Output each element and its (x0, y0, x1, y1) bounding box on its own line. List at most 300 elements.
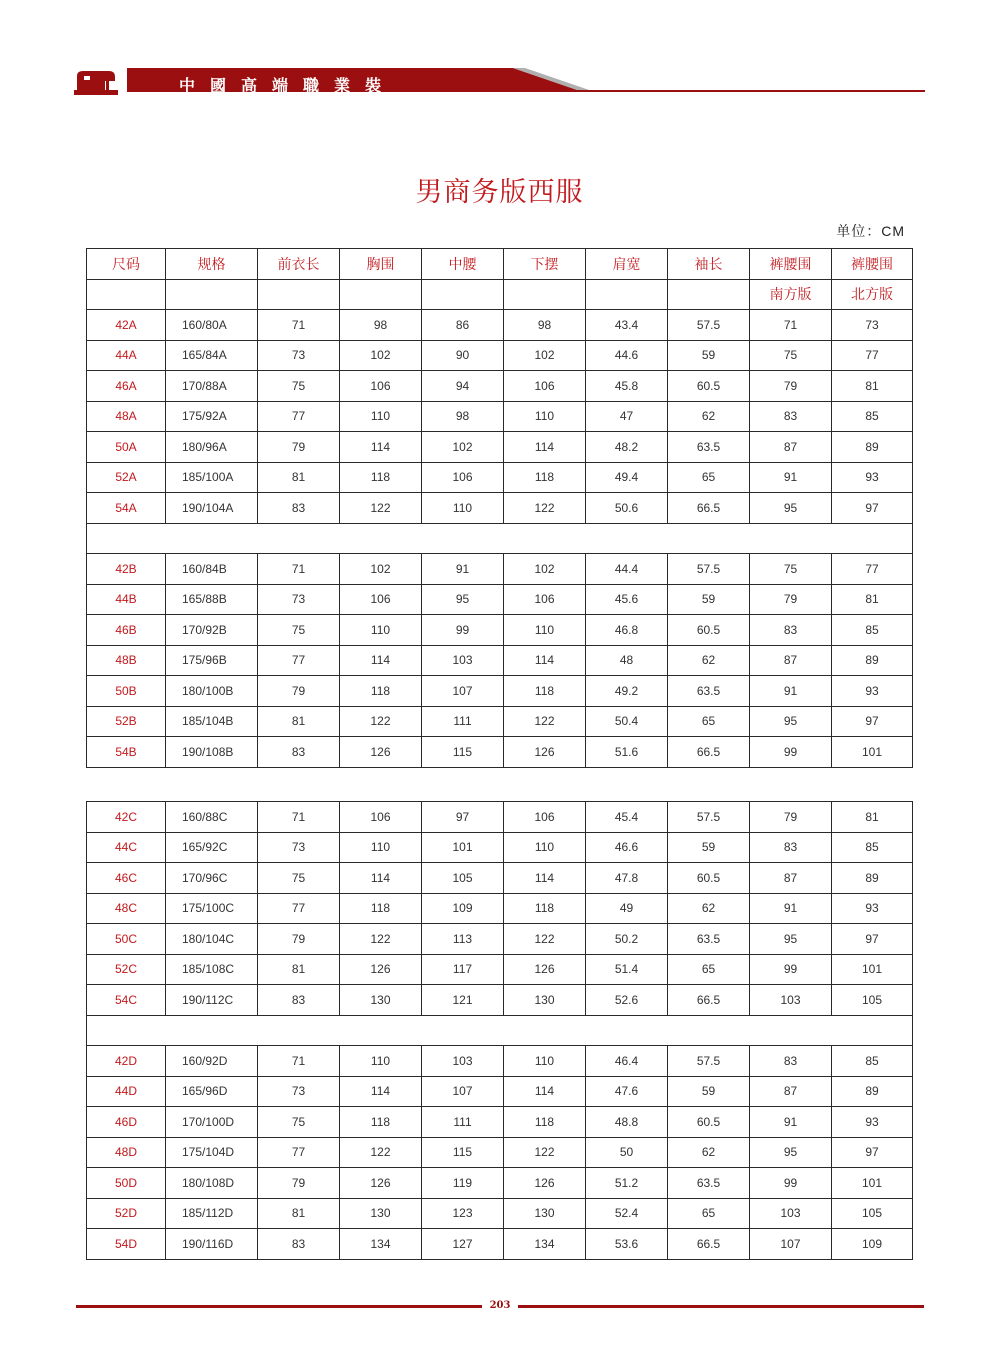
table-cell: 118 (340, 1107, 422, 1138)
table-cell: 81 (832, 802, 913, 833)
table-row (87, 924, 913, 955)
size-table-bottom (86, 801, 913, 1260)
table-row (87, 1198, 913, 1229)
table-cell: 110 (504, 1046, 586, 1077)
table-cell: 101 (832, 954, 913, 985)
table-cell: 48.2 (586, 432, 668, 463)
table-cell: 106 (504, 802, 586, 833)
table-cell: 75 (258, 1107, 340, 1138)
size-code: 46B (87, 615, 166, 646)
table-cell: 71 (258, 1046, 340, 1077)
header-banner (73, 64, 925, 98)
table-cell: 51.6 (586, 737, 668, 768)
table-row (87, 737, 913, 768)
table-cell: 185/100A (166, 462, 258, 493)
table-cell: 105 (832, 1198, 913, 1229)
table-row (87, 554, 913, 585)
table-cell: 81 (258, 954, 340, 985)
table-cell: 106 (340, 371, 422, 402)
column-header (586, 279, 668, 310)
table-cell: 83 (750, 832, 832, 863)
table-row (87, 1107, 913, 1138)
table-cell: 48.8 (586, 1107, 668, 1138)
table-cell: 115 (422, 737, 504, 768)
table-row (87, 676, 913, 707)
table-cell: 81 (832, 371, 913, 402)
table-cell: 122 (340, 706, 422, 737)
table-cell: 66.5 (668, 1229, 750, 1260)
table-cell: 85 (832, 832, 913, 863)
column-header (668, 279, 750, 310)
table-cell: 79 (258, 924, 340, 955)
table-row (87, 1076, 913, 1107)
table-cell: 91 (750, 1107, 832, 1138)
table-cell: 66.5 (668, 493, 750, 524)
table-cell: 190/116D (166, 1229, 258, 1260)
table-cell: 106 (422, 462, 504, 493)
table-cell: 49 (586, 893, 668, 924)
separator-cell (87, 1015, 913, 1046)
table-cell: 175/96B (166, 645, 258, 676)
size-code: 44B (87, 584, 166, 615)
table-cell: 111 (422, 706, 504, 737)
table-cell: 110 (422, 493, 504, 524)
table-cell: 110 (340, 401, 422, 432)
size-code: 44D (87, 1076, 166, 1107)
table-cell: 105 (832, 985, 913, 1016)
table-cell: 45.6 (586, 584, 668, 615)
table-cell: 46.4 (586, 1046, 668, 1077)
table-cell: 63.5 (668, 676, 750, 707)
table-cell: 122 (340, 493, 422, 524)
table-cell: 89 (832, 645, 913, 676)
table-cell: 77 (258, 401, 340, 432)
table-cell: 175/92A (166, 401, 258, 432)
table-cell: 89 (832, 432, 913, 463)
table-cell: 89 (832, 1076, 913, 1107)
column-header: 北方版 (832, 279, 913, 310)
separator-cell (87, 523, 913, 554)
table-cell: 97 (832, 1137, 913, 1168)
footer-rule-left (76, 1305, 482, 1308)
table-cell: 123 (422, 1198, 504, 1229)
table-cell: 71 (258, 310, 340, 341)
table-cell: 87 (750, 432, 832, 463)
table-cell: 115 (422, 1137, 504, 1168)
table-cell: 102 (340, 340, 422, 371)
table-cell: 73 (258, 584, 340, 615)
table-row (87, 493, 913, 524)
table-row (87, 1229, 913, 1260)
table-cell: 49.2 (586, 676, 668, 707)
table-cell: 83 (750, 401, 832, 432)
table-cell: 107 (422, 676, 504, 707)
table-cell: 114 (504, 432, 586, 463)
table-cell: 130 (340, 1198, 422, 1229)
table-cell: 45.4 (586, 802, 668, 833)
table-row (87, 893, 913, 924)
table-cell: 89 (832, 863, 913, 894)
table-cell: 94 (422, 371, 504, 402)
table-cell: 77 (258, 1137, 340, 1168)
table-cell: 53.6 (586, 1229, 668, 1260)
table-cell: 93 (832, 676, 913, 707)
size-code: 52C (87, 954, 166, 985)
column-header (422, 279, 504, 310)
table-cell: 65 (668, 1198, 750, 1229)
table-cell: 185/108C (166, 954, 258, 985)
table-cell: 180/100B (166, 676, 258, 707)
table-cell: 45.8 (586, 371, 668, 402)
table-cell: 160/92D (166, 1046, 258, 1077)
size-code: 52B (87, 706, 166, 737)
table-cell: 118 (504, 462, 586, 493)
table-cell: 175/100C (166, 893, 258, 924)
table-cell: 118 (504, 676, 586, 707)
table-cell: 185/112D (166, 1198, 258, 1229)
table-cell: 81 (832, 584, 913, 615)
table-cell: 87 (750, 863, 832, 894)
table-cell: 85 (832, 401, 913, 432)
table-cell: 91 (750, 462, 832, 493)
table-cell: 106 (340, 802, 422, 833)
table-cell: 99 (750, 1168, 832, 1199)
table-cell: 103 (422, 1046, 504, 1077)
table-row (87, 340, 913, 371)
table-cell: 110 (504, 401, 586, 432)
table-cell: 101 (832, 737, 913, 768)
table-cell: 114 (340, 645, 422, 676)
footer-rule-right (518, 1305, 924, 1308)
table-cell: 126 (340, 1168, 422, 1199)
table-cell: 126 (504, 737, 586, 768)
column-header: 裤腰围 (832, 249, 913, 280)
table-cell: 126 (340, 737, 422, 768)
table-cell: 83 (750, 615, 832, 646)
table-cell: 65 (668, 954, 750, 985)
table-cell: 75 (750, 340, 832, 371)
table-cell: 130 (340, 985, 422, 1016)
table-cell: 52.6 (586, 985, 668, 1016)
table-cell: 75 (258, 615, 340, 646)
table-cell: 60.5 (668, 863, 750, 894)
table-cell: 63.5 (668, 924, 750, 955)
table-cell: 99 (750, 954, 832, 985)
column-header (340, 279, 422, 310)
table-cell: 95 (750, 706, 832, 737)
column-header: 尺码 (87, 249, 166, 280)
table-cell: 62 (668, 401, 750, 432)
size-code: 44C (87, 832, 166, 863)
table-row (87, 863, 913, 894)
table-cell: 57.5 (668, 802, 750, 833)
column-header: 肩宽 (586, 249, 668, 280)
table-cell: 86 (422, 310, 504, 341)
table-cell: 126 (504, 1168, 586, 1199)
table-cell: 97 (832, 924, 913, 955)
table-cell: 60.5 (668, 1107, 750, 1138)
table-cell: 106 (504, 371, 586, 402)
table-cell: 160/80A (166, 310, 258, 341)
table-cell: 79 (750, 584, 832, 615)
table-cell: 51.2 (586, 1168, 668, 1199)
table-cell: 114 (340, 432, 422, 463)
table-cell: 102 (422, 432, 504, 463)
table-cell: 93 (832, 1107, 913, 1138)
table-cell: 62 (668, 1137, 750, 1168)
table-row (87, 432, 913, 463)
table-cell: 107 (750, 1229, 832, 1260)
table-row (87, 832, 913, 863)
table-cell: 118 (504, 1107, 586, 1138)
table-cell: 83 (258, 493, 340, 524)
table-cell: 101 (832, 1168, 913, 1199)
size-code: 46A (87, 371, 166, 402)
size-code: 48A (87, 401, 166, 432)
size-code: 48C (87, 893, 166, 924)
column-header (166, 279, 258, 310)
size-code: 54B (87, 737, 166, 768)
table-cell: 110 (340, 615, 422, 646)
table-cell: 109 (832, 1229, 913, 1260)
table-cell: 81 (258, 706, 340, 737)
table-cell: 62 (668, 893, 750, 924)
table-cell: 111 (422, 1107, 504, 1138)
column-header (258, 279, 340, 310)
table-cell: 59 (668, 1076, 750, 1107)
table-cell: 95 (750, 1137, 832, 1168)
table-row (87, 584, 913, 615)
table-cell: 102 (340, 554, 422, 585)
table-cell: 71 (750, 310, 832, 341)
table-cell: 77 (832, 554, 913, 585)
table-cell: 50.4 (586, 706, 668, 737)
table-cell: 52.4 (586, 1198, 668, 1229)
size-code: 54A (87, 493, 166, 524)
table-row (87, 1046, 913, 1077)
table-cell: 51.4 (586, 954, 668, 985)
table-row (87, 371, 913, 402)
table-cell: 95 (750, 493, 832, 524)
table-cell: 79 (258, 1168, 340, 1199)
table-cell: 47.8 (586, 863, 668, 894)
table-cell: 102 (504, 340, 586, 371)
table-cell: 180/104C (166, 924, 258, 955)
table-cell: 190/112C (166, 985, 258, 1016)
table-cell: 63.5 (668, 432, 750, 463)
table-cell: 180/108D (166, 1168, 258, 1199)
table-cell: 66.5 (668, 737, 750, 768)
table-cell: 175/104D (166, 1137, 258, 1168)
table-cell: 114 (340, 863, 422, 894)
table-cell: 50 (586, 1137, 668, 1168)
table-cell: 97 (422, 802, 504, 833)
table-cell: 87 (750, 645, 832, 676)
table-cell: 91 (750, 893, 832, 924)
table-cell: 165/84A (166, 340, 258, 371)
size-code: 50A (87, 432, 166, 463)
table-cell: 97 (832, 493, 913, 524)
table-cell: 83 (258, 985, 340, 1016)
table-cell: 114 (504, 863, 586, 894)
table-cell: 106 (340, 584, 422, 615)
table-cell: 118 (340, 676, 422, 707)
table-cell: 83 (258, 737, 340, 768)
table-cell: 190/104A (166, 493, 258, 524)
table-cell: 122 (504, 706, 586, 737)
size-table-top (86, 248, 913, 768)
table-cell: 130 (504, 985, 586, 1016)
table-cell: 110 (504, 832, 586, 863)
table-cell: 49.4 (586, 462, 668, 493)
table-cell: 81 (258, 462, 340, 493)
table-row (87, 401, 913, 432)
table-cell: 79 (750, 371, 832, 402)
table-row (87, 645, 913, 676)
table-cell: 122 (340, 924, 422, 955)
table-cell: 83 (258, 1229, 340, 1260)
table-cell: 98 (422, 401, 504, 432)
table-cell: 119 (422, 1168, 504, 1199)
table-cell: 71 (258, 554, 340, 585)
separator-row (87, 523, 913, 554)
table-cell: 110 (340, 1046, 422, 1077)
table-cell: 114 (340, 1076, 422, 1107)
table-cell: 165/92C (166, 832, 258, 863)
table-cell: 81 (258, 1198, 340, 1229)
table-cell: 106 (504, 584, 586, 615)
table-cell: 65 (668, 706, 750, 737)
column-header (87, 279, 166, 310)
table-cell: 122 (504, 1137, 586, 1168)
table-cell: 117 (422, 954, 504, 985)
table-cell: 43.4 (586, 310, 668, 341)
table-cell: 79 (258, 432, 340, 463)
column-header: 胸围 (340, 249, 422, 280)
table-cell: 103 (422, 645, 504, 676)
table-cell: 118 (504, 893, 586, 924)
table-cell: 102 (504, 554, 586, 585)
table-row (87, 985, 913, 1016)
table-row (87, 615, 913, 646)
table-row (87, 706, 913, 737)
table-cell: 73 (832, 310, 913, 341)
table-cell: 185/104B (166, 706, 258, 737)
table-cell: 44.4 (586, 554, 668, 585)
size-code: 48D (87, 1137, 166, 1168)
table-cell: 97 (832, 706, 913, 737)
size-code: 50C (87, 924, 166, 955)
table-cell: 105 (422, 863, 504, 894)
table-cell: 103 (750, 985, 832, 1016)
table-cell: 93 (832, 893, 913, 924)
table-cell: 180/96A (166, 432, 258, 463)
table-cell: 47 (586, 401, 668, 432)
table-cell: 110 (340, 832, 422, 863)
table-cell: 57.5 (668, 554, 750, 585)
table-cell: 75 (258, 863, 340, 894)
header-row (87, 279, 913, 310)
table-cell: 46.8 (586, 615, 668, 646)
table-cell: 107 (422, 1076, 504, 1107)
table-cell: 113 (422, 924, 504, 955)
table-cell: 60.5 (668, 615, 750, 646)
table-cell: 170/88A (166, 371, 258, 402)
table-cell: 59 (668, 584, 750, 615)
table-cell: 73 (258, 340, 340, 371)
table-cell: 83 (750, 1046, 832, 1077)
table-cell: 134 (504, 1229, 586, 1260)
table-cell: 165/88B (166, 584, 258, 615)
table-cell: 170/100D (166, 1107, 258, 1138)
page-footer (76, 1300, 924, 1314)
table-cell: 73 (258, 832, 340, 863)
table-cell: 114 (504, 1076, 586, 1107)
table-cell: 109 (422, 893, 504, 924)
table-row (87, 1168, 913, 1199)
table-row (87, 1137, 913, 1168)
size-code: 54C (87, 985, 166, 1016)
table-cell: 85 (832, 615, 913, 646)
size-code: 42D (87, 1046, 166, 1077)
table-cell: 48 (586, 645, 668, 676)
table-cell: 122 (504, 924, 586, 955)
table-cell: 73 (258, 1076, 340, 1107)
table-cell: 95 (422, 584, 504, 615)
column-header: 规格 (166, 249, 258, 280)
table-cell: 62 (668, 645, 750, 676)
table-row (87, 310, 913, 341)
table-cell: 91 (422, 554, 504, 585)
table-cell: 114 (504, 645, 586, 676)
page-number: 203 (489, 1300, 511, 1311)
table-cell: 85 (832, 1046, 913, 1077)
table-cell: 130 (504, 1198, 586, 1229)
table-cell: 77 (832, 340, 913, 371)
table-cell: 93 (832, 462, 913, 493)
size-code: 42C (87, 802, 166, 833)
table-row (87, 954, 913, 985)
column-header: 前衣长 (258, 249, 340, 280)
brand-name: 中國高端職業裝 (179, 76, 397, 95)
table-row (87, 802, 913, 833)
table-cell: 98 (340, 310, 422, 341)
unit-label: 单位：CM (836, 223, 905, 239)
table-cell: 50.2 (586, 924, 668, 955)
table-cell: 47.6 (586, 1076, 668, 1107)
table-cell: 77 (258, 893, 340, 924)
table-cell: 71 (258, 802, 340, 833)
table-cell: 44.6 (586, 340, 668, 371)
size-code: 46D (87, 1107, 166, 1138)
page-title: 男商务版西服 (415, 177, 584, 207)
table-cell: 134 (340, 1229, 422, 1260)
table-cell: 170/92B (166, 615, 258, 646)
column-header: 下摆 (504, 249, 586, 280)
table-cell: 90 (422, 340, 504, 371)
table-cell: 160/88C (166, 802, 258, 833)
column-header: 南方版 (750, 279, 832, 310)
table-cell: 79 (258, 676, 340, 707)
header-row (87, 249, 913, 280)
table-cell: 66.5 (668, 985, 750, 1016)
table-cell: 60.5 (668, 371, 750, 402)
table-cell: 75 (258, 371, 340, 402)
table-cell: 165/96D (166, 1076, 258, 1107)
column-header: 袖长 (668, 249, 750, 280)
table-cell: 190/108B (166, 737, 258, 768)
table-cell: 103 (750, 1198, 832, 1229)
